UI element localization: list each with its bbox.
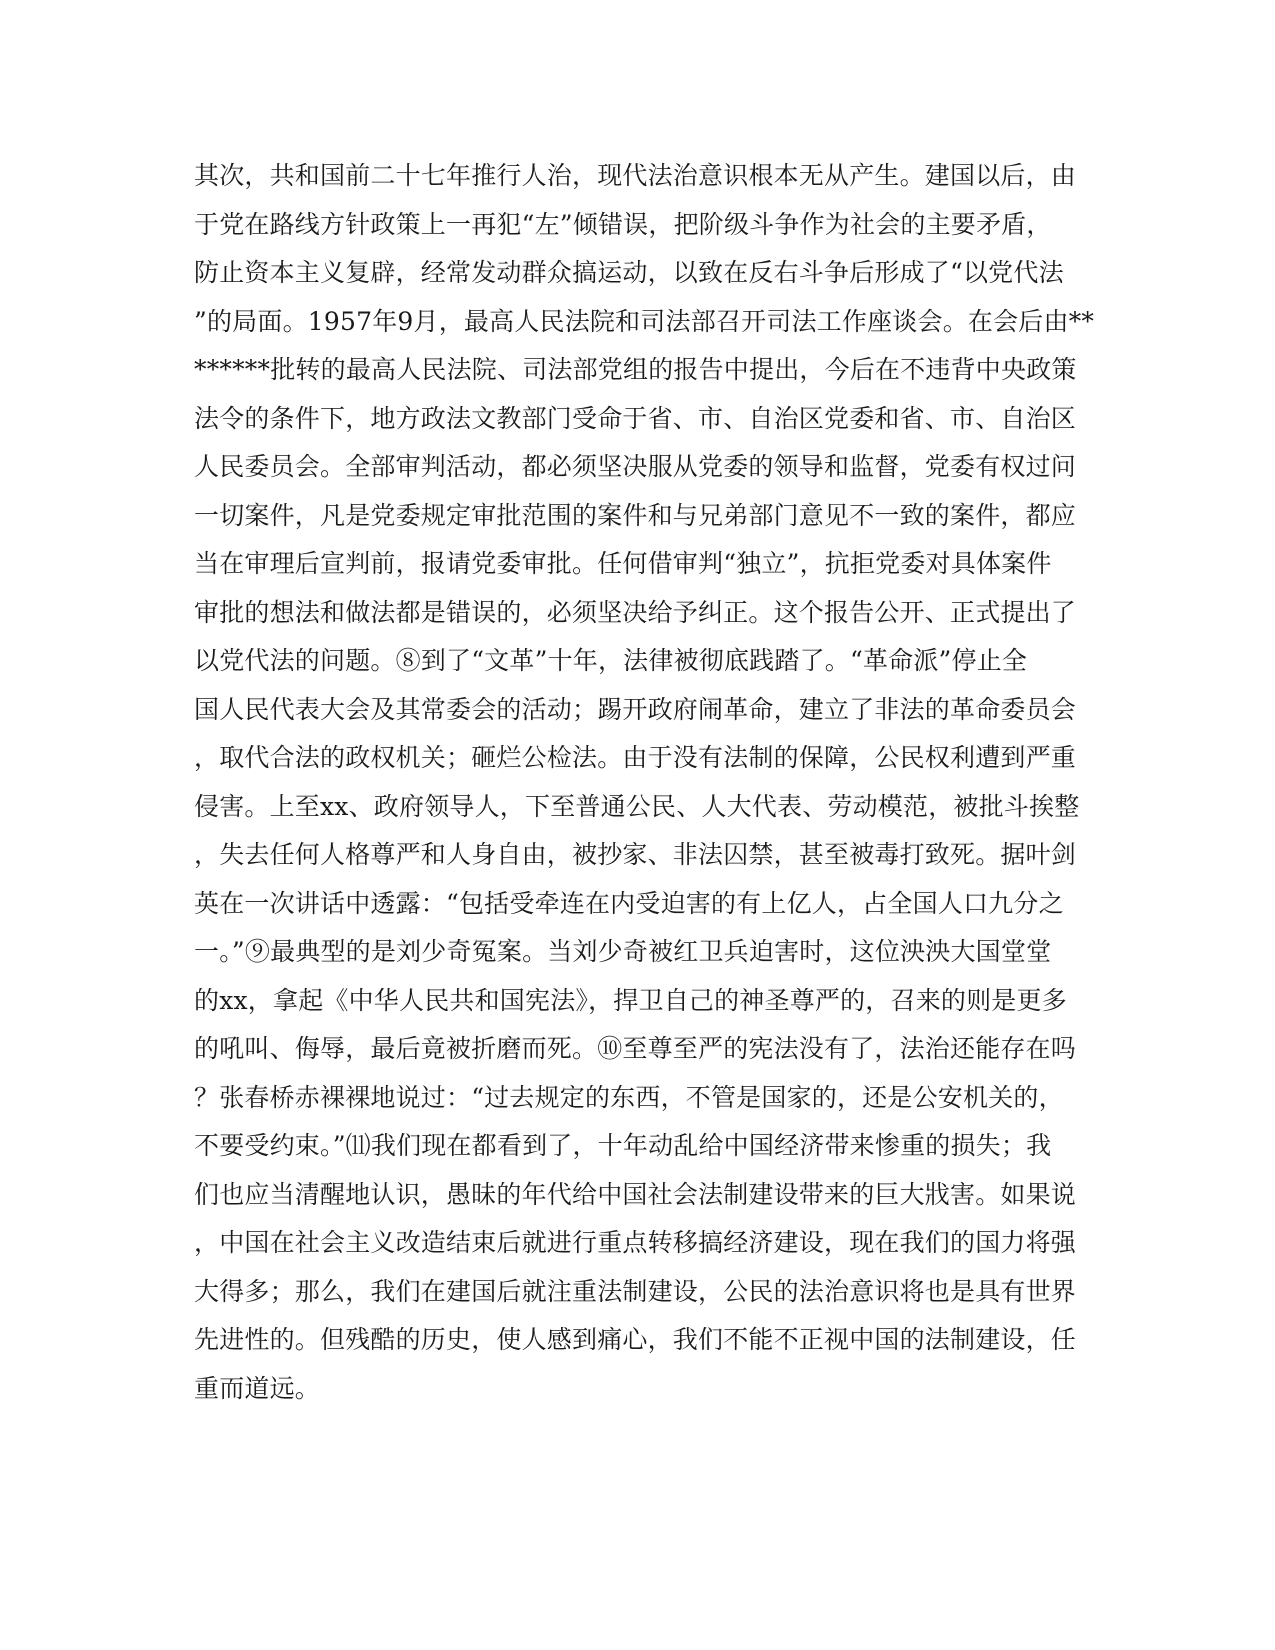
text-line: ”的局面。1957年9月，最高人民法院和司法部召开司法工作座谈会。在会后由** [194,306,1095,336]
text-line: 的吼叫、侮辱，最后竟被折磨而死。⑩至尊至严的宪法没有了，法治还能存在吗 [194,1034,1077,1063]
text-line: 的xx，拿起《中华人民共和国宪法》，捍卫自己的神圣尊严的，召来的则是更多 [194,985,1067,1015]
text-line: 法令的条件下，地方政法文教部门受命于省、市、自治区党委和省、市、自治区 [194,403,1077,433]
body-paragraph [194,152,1095,1413]
text-line: ，失去任何人格尊严和人身自由，被抄家、非法囚禁，甚至被毒打致死。据叶剑 [194,840,1077,869]
text-line: 先进性的。但残酷的历史，使人感到痛心，我们不能不正视中国的法制建设，任 [194,1325,1077,1354]
text-line: 审批的想法和做法都是错误的，必须坚决给予纠正。这个报告公开、正式提出了 [194,597,1077,627]
text-line: 于党在路线方针政策上一再犯“左”倾错误，把阶级斗争作为社会的主要矛盾， [194,209,1052,239]
text-line: 侵害。上至xx、政府领导人，下至普通公民、人大代表、劳动模范，被批斗挨整 [194,791,1080,821]
text-line: 们也应当清醒地认识，愚昧的年代给中国社会法制建设带来的巨大戕害。如果说 [194,1179,1077,1209]
text-line: 防止资本主义复辟，经常发动群众搞运动，以致在反右斗争后形成了“以党代法 [194,258,1064,287]
text-line: 重而道远。 [194,1373,321,1403]
text-line: 当在审理后宣判前，报请党委审批。任何借审判“独立”，抗拒党委对具体案件 [194,549,1052,578]
text-line: 不要受约束。”⑾我们现在都看到了，十年动乱给中国经济带来惨重的损失；我 [194,1131,1052,1160]
text-line: ******批转的最高人民法院、司法部党组的报告中提出，今后在不违背中央政策 [194,355,1077,384]
text-line: ，取代合法的政权机关；砸烂公检法。由于没有法制的保障，公民权利遭到严重 [194,743,1077,772]
text-line: 一切案件，凡是党委规定审批范围的案件和与兄弟部门意见不一致的案件，都应 [194,500,1077,530]
text-line: ，中国在社会主义改造结束后就进行重点转移搞经济建设，现在我们的国力将强 [194,1228,1077,1257]
text-line: 英在一次讲话中透露：“包括受牵连在内受迫害的有上亿人，占全国人口九分之 [194,888,1064,918]
text-line: 国人民代表大会及其常委会的活动；踢开政府闹革命，建立了非法的革命委员会 [194,694,1077,724]
text-line: 人民委员会。全部审判活动，都必须坚决服从党委的领导和监督，党委有权过问 [194,452,1077,481]
text-line: 大得多；那么，我们在建国后就注重法制建设，公民的法治意识将也是具有世界 [194,1276,1077,1306]
text-line: ？张春桥赤裸裸地说过：“过去规定的东西，不管是国家的，还是公安机关的， [194,1082,1064,1112]
text-line: 以党代法的问题。⑧到了“文革”十年，法律被彻底践踏了。“革命派”停止全 [194,646,1028,675]
text-line: 一。”⑨最典型的是刘少奇冤案。当刘少奇被红卫兵迫害时，这位泱泱大国堂堂 [194,937,1052,966]
text-line: 其次，共和国前二十七年推行人治，现代法治意识根本无从产生。建国以后，由 [194,161,1077,190]
